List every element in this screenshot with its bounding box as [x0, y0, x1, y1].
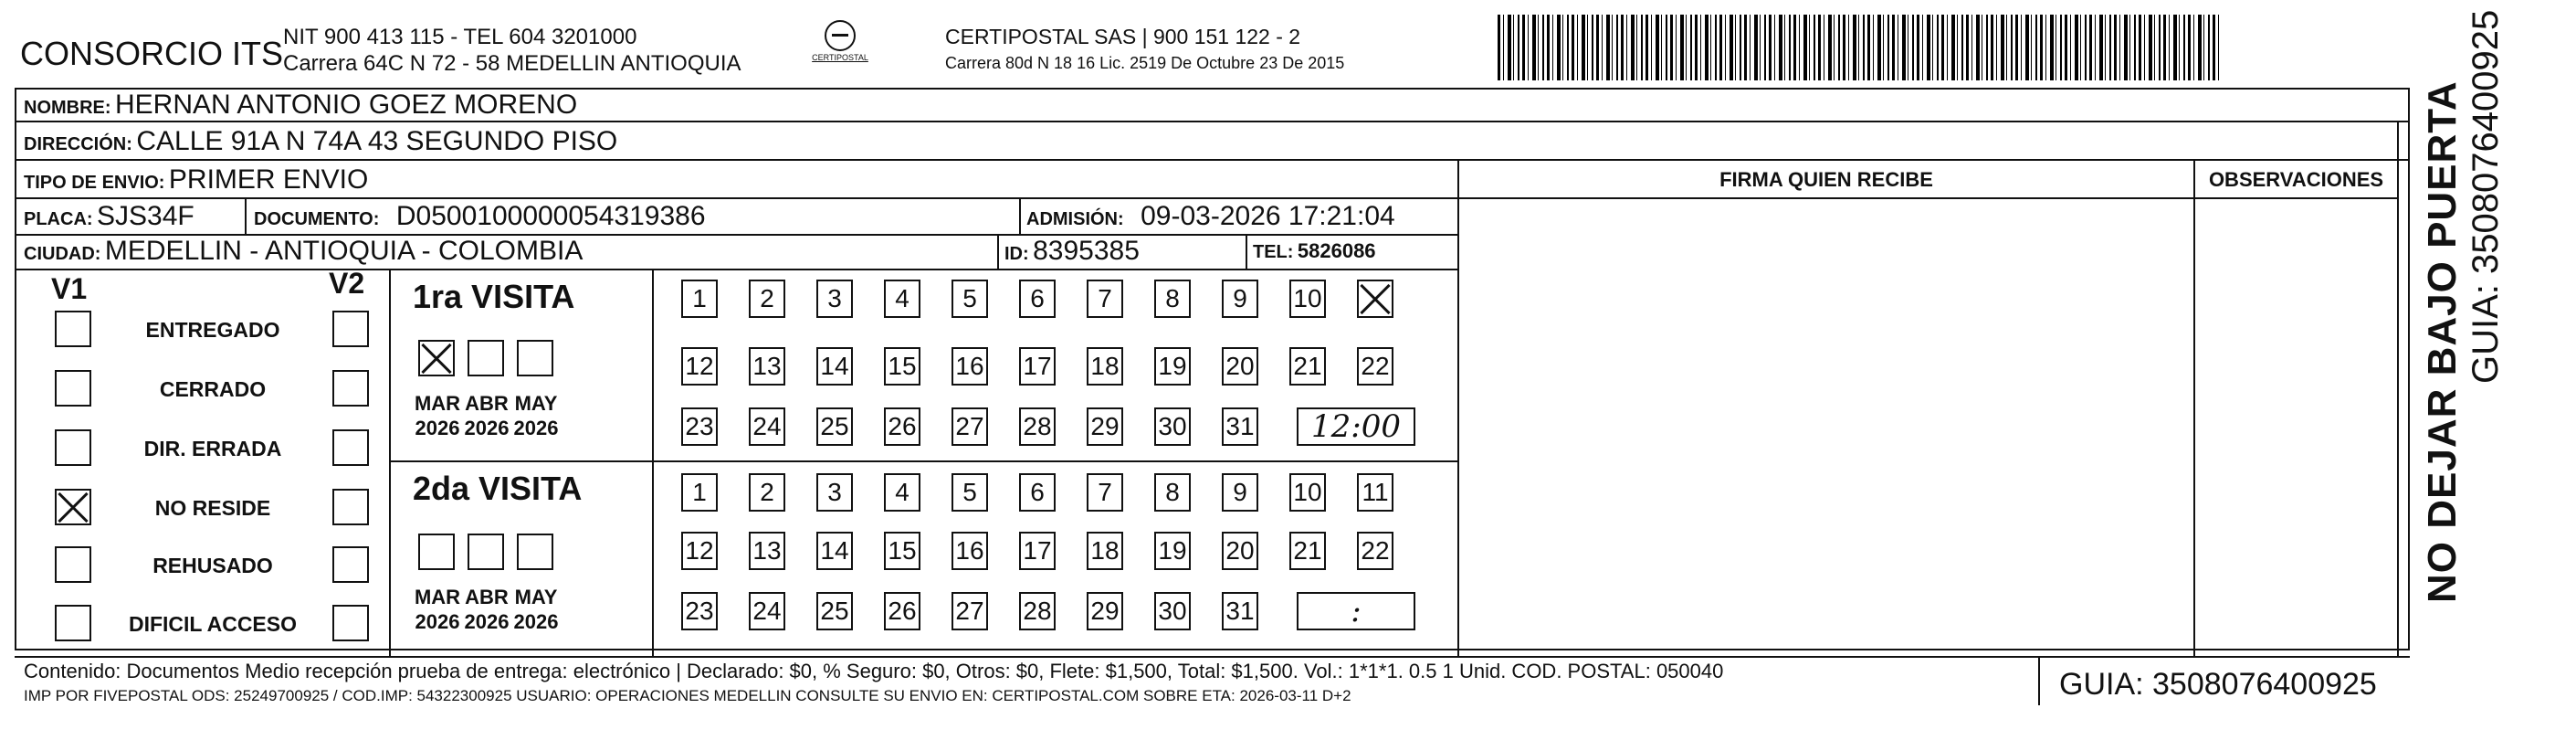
admision-value: 09-03-2026 17:21:04	[1141, 201, 1395, 231]
second-visit-day-2[interactable]: 2	[749, 473, 785, 512]
v2-checkbox-2[interactable]	[332, 370, 369, 407]
tel-label: TEL:	[1253, 242, 1294, 262]
documento-value: D0500100000054319386	[395, 201, 706, 231]
placa-field	[24, 201, 195, 232]
first-visit-day-8[interactable]: 8	[1154, 280, 1191, 318]
logo-text: CERTIPOSTAL	[812, 53, 868, 62]
footer-print-info: IMP POR FIVEPOSTAL ODS: 25249700925 / COD.IMP: 54322300925 USUARIO: OPERACIONES MEDELLIN CONSULTE SU ENVIO EN: CERTIPOSTAL.COM SOBRE ETA: 2026-03-11 D+2	[24, 687, 1351, 704]
month-name: MAR	[414, 392, 461, 415]
month-name: MAR	[414, 586, 461, 608]
divider	[245, 197, 247, 234]
first-visit-day-31[interactable]: 31	[1222, 407, 1258, 446]
ciudad-value: MEDELLIN - ANTIOQUIA - COLOMBIA	[104, 236, 584, 266]
first-visit-day-29[interactable]: 29	[1087, 407, 1123, 446]
tipo-envio-label: TIPO DE ENVIO:	[24, 173, 165, 193]
side-warning: NO DEJAR BAJO PUERTA	[2420, 80, 2465, 603]
v2-checkbox-4[interactable]	[332, 489, 369, 525]
divider	[15, 121, 2410, 122]
v2-checkbox-5[interactable]	[332, 546, 369, 583]
second-visit-day-31[interactable]: 31	[1222, 592, 1258, 630]
status-label: DIFICIL ACCESO	[128, 612, 297, 636]
first-visit-day-23[interactable]: 23	[681, 407, 718, 446]
company-info	[283, 24, 741, 77]
first-visit-day-12[interactable]: 12	[681, 347, 718, 386]
v2-checkbox-1[interactable]	[332, 311, 369, 347]
second-visit-day-6[interactable]: 6	[1019, 473, 1056, 512]
first-visit-day-7[interactable]: 7	[1087, 280, 1123, 318]
certipostal-logo	[804, 20, 877, 77]
direccion-label: DIRECCIÓN:	[24, 134, 132, 154]
tel-field	[1253, 239, 1376, 263]
first-visit-day-24[interactable]: 24	[749, 407, 785, 446]
second-visit-day-18[interactable]: 18	[1087, 532, 1123, 570]
status-label: CERRADO	[159, 377, 267, 401]
second-visit-day-8[interactable]: 8	[1154, 473, 1191, 512]
v2-checkbox-3[interactable]	[332, 429, 369, 466]
v1-checkbox-3[interactable]	[55, 429, 91, 466]
direccion-value: CALLE 91A N 74A 43 SEGUNDO PISO	[136, 126, 618, 156]
divider	[1019, 197, 1021, 234]
first-visit-day-28[interactable]: 28	[1019, 407, 1056, 446]
first-visit-day-11[interactable]	[1357, 280, 1393, 318]
first-visit-day-3[interactable]: 3	[816, 280, 853, 318]
second-visit-time[interactable]: :	[1297, 592, 1415, 630]
first-visit-day-16[interactable]: 16	[952, 347, 988, 386]
second-visit-day-5[interactable]: 5	[952, 473, 988, 512]
v1-header: V1	[51, 272, 88, 305]
v1-checkbox-4[interactable]	[55, 489, 91, 525]
first-visit-day-5[interactable]: 5	[952, 280, 988, 318]
month-name: ABR	[465, 392, 509, 415]
tel-value: 5826086	[1297, 239, 1376, 262]
documento-field	[254, 201, 706, 232]
second-visit-day-23[interactable]: 23	[681, 592, 718, 630]
month-label	[413, 585, 462, 634]
second-visit-day-12[interactable]: 12	[681, 532, 718, 570]
documento-label: DOCUMENTO:	[254, 209, 380, 229]
month-year: 2026	[464, 610, 510, 633]
divider	[2193, 159, 2195, 658]
first-visit-day-14[interactable]: 14	[816, 347, 853, 386]
second-visit-day-21[interactable]: 21	[1289, 532, 1326, 570]
second-visit-day-17[interactable]: 17	[1019, 532, 1056, 570]
first-visit-time[interactable]: 12:00	[1297, 407, 1415, 446]
second-visit-day-13[interactable]: 13	[749, 532, 785, 570]
id-field	[1004, 236, 1140, 267]
status-label: ENTREGADO	[145, 318, 280, 342]
second-visit-day-24[interactable]: 24	[749, 592, 785, 630]
month-name: MAY	[514, 586, 558, 608]
second-visit-day-4[interactable]: 4	[884, 473, 920, 512]
first-visit-day-9[interactable]: 9	[1222, 280, 1258, 318]
second-visit-month-checkbox-abr[interactable]	[468, 534, 504, 570]
footer-guia: GUIA: 3508076400925	[2059, 667, 2377, 702]
footer-contents: Contenido: Documentos Medio recepción prueba de entrega: electrónico | Declarado: $0, % Seguro: $0, Otros: $0, Flete: $1,500, Total: $1,500. Vol.: 1*1*1. 0.5 1 Unid. COD. POSTAL: 050040	[24, 660, 1724, 682]
v1-checkbox-2[interactable]	[55, 370, 91, 407]
first-visit-day-25[interactable]: 25	[816, 407, 853, 446]
side-text	[2420, 10, 2507, 603]
first-visit-day-30[interactable]: 30	[1154, 407, 1191, 446]
divider	[652, 269, 654, 656]
logo-icon	[825, 20, 856, 51]
placa-value: SJS34F	[97, 201, 195, 231]
month-label	[511, 391, 561, 440]
divider	[389, 460, 1457, 462]
first-visit-month-checkbox-may[interactable]	[517, 340, 553, 376]
nombre-field	[24, 90, 577, 121]
direccion-field	[24, 126, 617, 157]
first-visit-day-21[interactable]: 21	[1289, 347, 1326, 386]
firma-header: FIRMA QUIEN RECIBE	[1719, 168, 1933, 191]
divider	[1457, 159, 1459, 658]
first-visit-day-26[interactable]: 26	[884, 407, 920, 446]
v2-header: V2	[329, 267, 365, 300]
second-visit-day-25[interactable]: 25	[816, 592, 853, 630]
tipo-envio-field	[24, 164, 368, 196]
second-visit-day-19[interactable]: 19	[1154, 532, 1191, 570]
first-visit-month-checkbox-mar[interactable]	[418, 340, 455, 376]
month-name: ABR	[465, 586, 509, 608]
first-visit-day-2[interactable]: 2	[749, 280, 785, 318]
second-visit-title: 2da VISITA	[413, 470, 583, 507]
status-label: DIR. ERRADA	[143, 437, 282, 460]
divider	[997, 234, 999, 269]
month-label	[462, 585, 511, 634]
month-label	[413, 391, 462, 440]
second-visit-day-1[interactable]: 1	[681, 473, 718, 512]
first-visit-title: 1ra VISITA	[413, 278, 575, 315]
first-visit-day-27[interactable]: 27	[952, 407, 988, 446]
company-address: Carrera 64C N 72 - 58 MEDELLIN ANTIOQUIA	[283, 51, 741, 76]
second-visit-day-10[interactable]: 10	[1289, 473, 1326, 512]
second-visit-day-22[interactable]: 22	[1357, 532, 1393, 570]
month-year: 2026	[464, 417, 510, 439]
divider	[1459, 197, 2398, 199]
first-visit-day-17[interactable]: 17	[1019, 347, 1056, 386]
admision-field	[1026, 201, 1395, 232]
first-visit-day-6[interactable]: 6	[1019, 280, 1056, 318]
second-visit-day-30[interactable]: 30	[1154, 592, 1191, 630]
observaciones-header: OBSERVACIONES	[2208, 168, 2384, 191]
divider	[1246, 234, 1247, 269]
first-visit-day-13[interactable]: 13	[749, 347, 785, 386]
first-visit-day-4[interactable]: 4	[884, 280, 920, 318]
divider	[15, 159, 2410, 161]
tipo-envio-value: PRIMER ENVIO	[168, 164, 369, 195]
month-year: 2026	[513, 610, 559, 633]
divider	[2397, 121, 2399, 658]
id-label: ID:	[1004, 244, 1029, 264]
v1-checkbox-6[interactable]	[55, 605, 91, 641]
nombre-label: NOMBRE:	[24, 98, 111, 118]
month-year: 2026	[513, 417, 559, 439]
second-visit-day-9[interactable]: 9	[1222, 473, 1258, 512]
divider	[15, 197, 1459, 199]
v2-checkbox-6[interactable]	[332, 605, 369, 641]
month-year: 2026	[415, 610, 460, 633]
status-label: NO RESIDE	[154, 496, 271, 520]
first-visit-day-10[interactable]: 10	[1289, 280, 1326, 318]
divider	[15, 656, 2410, 658]
admision-label: ADMISIÓN:	[1026, 209, 1124, 229]
second-visit-day-28[interactable]: 28	[1019, 592, 1056, 630]
month-label	[462, 391, 511, 440]
company-nit: NIT 900 413 115 - TEL 604 3201000	[283, 25, 637, 49]
month-year: 2026	[415, 417, 460, 439]
v1-checkbox-5[interactable]	[55, 546, 91, 583]
second-visit-month-checkbox-may[interactable]	[517, 534, 553, 570]
second-visit-day-20[interactable]: 20	[1222, 532, 1258, 570]
second-visit-day-29[interactable]: 29	[1087, 592, 1123, 630]
month-name: MAY	[514, 392, 558, 415]
first-visit-day-19[interactable]: 19	[1154, 347, 1191, 386]
certipostal-nit: CERTIPOSTAL SAS | 900 151 122 - 2	[945, 25, 1301, 48]
status-label: REHUSADO	[152, 554, 273, 577]
company-name: CONSORCIO ITS	[20, 35, 284, 72]
first-visit-day-15[interactable]: 15	[884, 347, 920, 386]
first-visit-day-20[interactable]: 20	[1222, 347, 1258, 386]
second-visit-day-16[interactable]: 16	[952, 532, 988, 570]
divider	[2038, 656, 2040, 705]
second-visit-day-14[interactable]: 14	[816, 532, 853, 570]
first-visit-day-1[interactable]: 1	[681, 280, 718, 318]
ciudad-field	[24, 236, 583, 267]
second-visit-day-15[interactable]: 15	[884, 532, 920, 570]
second-visit-day-3[interactable]: 3	[816, 473, 853, 512]
second-visit-day-7[interactable]: 7	[1087, 473, 1123, 512]
first-visit-day-18[interactable]: 18	[1087, 347, 1123, 386]
divider	[389, 269, 391, 656]
id-value: 8395385	[1033, 236, 1140, 266]
second-visit-day-11[interactable]: 11	[1357, 473, 1393, 512]
certipostal-address: Carrera 80d N 18 16 Lic. 2519 De Octubre 23 De 2015	[945, 54, 1345, 72]
side-guia: GUIA: 3508076400925	[2466, 9, 2506, 384]
first-visit-month-checkbox-abr[interactable]	[468, 340, 504, 376]
divider	[15, 269, 1459, 270]
month-label	[511, 585, 561, 634]
placa-label: PLACA:	[24, 209, 93, 229]
nombre-value: HERNAN ANTONIO GOEZ MORENO	[115, 90, 578, 120]
certipostal-info	[945, 24, 1344, 77]
ciudad-label: CIUDAD:	[24, 244, 101, 264]
first-visit-day-22[interactable]: 22	[1357, 347, 1393, 386]
second-visit-month-checkbox-mar[interactable]	[418, 534, 455, 570]
second-visit-day-26[interactable]: 26	[884, 592, 920, 630]
v1-checkbox-1[interactable]	[55, 311, 91, 347]
second-visit-day-27[interactable]: 27	[952, 592, 988, 630]
barcode	[1498, 15, 2219, 80]
